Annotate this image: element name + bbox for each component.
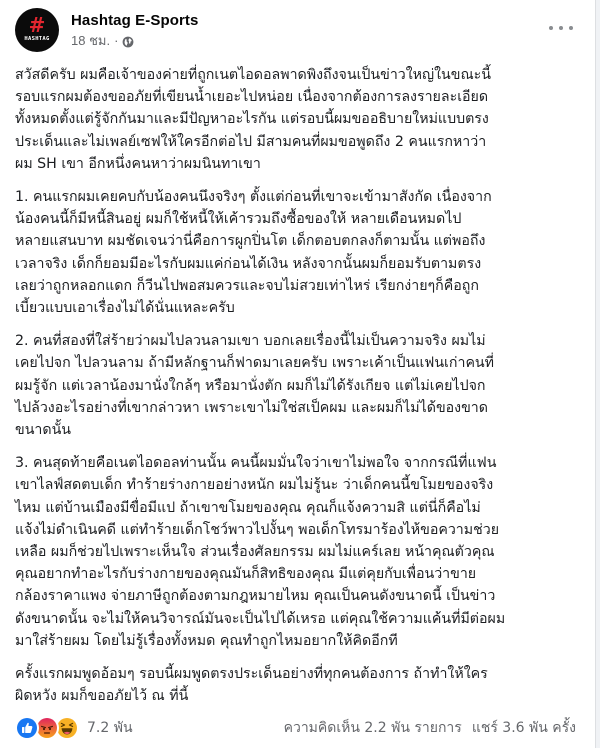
text-line: ไหม แต่บ้านเมืองมีขื่อมีแป ถ้าเขาขโมยของคุณ คุณก็แจ้งความสิ แต่นี่ก็คือไม่: [15, 499, 481, 516]
reactions-summary[interactable]: [15, 716, 133, 740]
text-line: ผม SH เขา อีกหนึ่งคนหาว่าผมนินทาเขา: [15, 155, 261, 172]
dot: [569, 26, 573, 30]
text-line: น้องคนนี้ก็มีหนี้สินอยู่ ผมก็ใช้หนี้ให้เค้ารวมถึงซื้อของให้ หลายเดือนหมดไป: [15, 211, 462, 228]
dot: [549, 26, 553, 30]
text-line: ทั้งหมดตั้งแต่รู้จักกันมาและมีปัญหาอะไรกัน แต่รอบนี้ผมขออธิบายใหม่แบบตรง: [15, 111, 489, 128]
post-paragraph: [15, 663, 581, 707]
text-line: ครั้งแรกผมพูดอ้อมๆ รอบนี้ผมพูดตรงประเด็นอย่างที่ทุกคนต้องการ ถ้าทำให้ใคร: [15, 666, 488, 683]
post-footer: [15, 716, 576, 740]
post-header: [15, 8, 198, 52]
text-line: ดังขนาดนั้น จะไม่ให้คนวิจารณ์มันจะเป็นไปได้เหรอ แต่คุณใช้ความแค้นที่มีต่อผม: [15, 610, 506, 627]
text-line: 3. คนสุดท้ายคือเนตไอดอลท่านนั้น คนนี้ผมมั่นใจว่าเขาไม่พอใจ จากกรณีที่แฟน: [15, 455, 497, 472]
text-line: ผมรู้จัก แต่เวลาน้องมานั่งใกล้ๆ หรือมานั่งตัก ผมก็ไม่ได้รังเกียจ แต่ไม่เคยไปจก: [15, 377, 486, 394]
text-line: กล้องราคาแพง จ่ายภาษีถูกต้องตามกฎหมายไหม คุณเป็นคนดังขนาดนี้ เป็นข่าว: [15, 588, 496, 605]
text-line: 1. คนแรกผมเคยคบกับน้องคนนึงจริงๆ ตั้งแต่ก่อนที่เขาจะเข้ามาสังกัด เนื่องจาก: [15, 189, 492, 206]
post-paragraph: [15, 64, 581, 175]
text-line: มาใส่ร้ายผม โดยไม่รู้เรื่องทั้งหมด คุณทำถูกไหมอยากให้คิดอีกที: [15, 632, 398, 649]
text-line: ไปล้วงอะไรอย่างที่เขากล่าวหา เพราะเขาไม่ใช่สเป็คผม และผมก็ไม่ได้ของขาด: [15, 399, 488, 416]
page-background-edge: [596, 0, 600, 748]
page-avatar[interactable]: [15, 8, 59, 52]
globe-icon[interactable]: [122, 35, 134, 47]
engagement-stats: [284, 717, 576, 739]
more-options-icon[interactable]: [549, 22, 573, 34]
text-line: ประเด็นและไม่เพลย์เซฟให้ใครอีกต่อไป มีสามคนที่ผมขอพูดถึง 2 คนแรกหาว่า: [15, 133, 487, 150]
text-line: เลยว่าถูกหลอกแดก ก็วีนไปพอสมควรและจบไม่สวยเท่าไหร่ เรียกง่ายๆก็คือถูก: [15, 277, 479, 294]
post-body: [15, 64, 581, 718]
text-line: เคยไปจก ไปลวนลาม ถ้ามีหลักฐานก็ฟาดมาเลยครับ เพราะเค้าเป็นแฟนเก่าคนที่: [15, 355, 494, 372]
text-line: เขาไลฟ์สดตบเด็ก ทำร้ายร่างกายอย่างหนัก ผมไม่รู้นะ ว่าเด็กคนนี้ขโมยของจริง: [15, 477, 494, 494]
avatar-wordmark: HASHTAG: [24, 36, 50, 42]
post-meta: [71, 11, 198, 49]
text-line: ขนาดนั้น: [15, 422, 71, 439]
comments-count-link[interactable]: ความคิดเห็น 2.2 พัน รายการ: [283, 720, 462, 736]
post-time-row: [71, 32, 198, 49]
page-name-link[interactable]: Hashtag E-Sports: [71, 12, 199, 29]
dot: [559, 26, 563, 30]
text-line: คุณอยากทำอะไรกับร่างกายของคุณมันก็สิทธิของคุณ มีแต่คุยกับเพื่อนว่าขาย: [15, 566, 477, 583]
post-paragraph: [15, 452, 581, 652]
text-line: ผิดหวัง ผมก็ขออภัยไว้ ณ ที่นี้: [15, 688, 189, 705]
text-line: เวลาจริง เด็กก็ยอมมีอะไรกับผมแค่ก่อนได้เงิน หลังจากนั้นผมก็ยอมรับตามตรง: [15, 255, 482, 272]
reaction-icons: [15, 716, 75, 740]
post-timestamp[interactable]: 18 ชม.: [71, 33, 111, 48]
hashtag-logo-icon: #: [28, 13, 46, 37]
shares-count-link[interactable]: แชร์ 3.6 พัน ครั้ง: [471, 720, 576, 736]
separator-dot: ·: [114, 33, 119, 48]
text-line: หลายแสนบาท ผมชัดเจนว่านี่คือการผูกปิ่นโต เด็กตอบตกลงก็ตามนั้น แต่พอถึง: [15, 233, 486, 250]
like-icon: [15, 716, 39, 740]
text-line: เบี้ยวแบบเอาเรื่องไม่ได้นั่นแหละครับ: [15, 300, 235, 317]
text-line: รอบแรกผมต้องขออภัยที่เขียนน้ำเยอะไปหน่อย เนื่องจากต้องการลงรายละเอียด: [15, 89, 489, 106]
text-line: 2. คนที่สองที่ใส่ร้ายว่าผมไปลวนลามเขา บอกเลยเรื่องนี้ไม่เป็นความจริง ผมไม่: [15, 333, 486, 350]
text-line: สวัสดีครับ ผมคือเจ้าของค่ายที่ถูกเนตไอดอลพาดพิงถึงจนเป็นข่าวใหญ่ในขณะนี้: [15, 67, 491, 83]
post-paragraph: [15, 186, 581, 319]
reaction-count[interactable]: 7.2 พัน: [87, 720, 133, 736]
text-line: แจ้งไม่ดำเนินคดี แต่ทำร้ายเด็กโชว์พาวไปงั้นๆ พอเด็กโทรมาร้องไห้ขอความช่วย: [15, 521, 500, 538]
post-paragraph: [15, 330, 581, 441]
text-line: เหลือ ผมก็ช่วยไปเพราะเห็นใจ ส่วนเรื่องศัลยกรรม ผมไม่แคร์เลย หน้าคุณตัวคุณ: [15, 544, 495, 561]
